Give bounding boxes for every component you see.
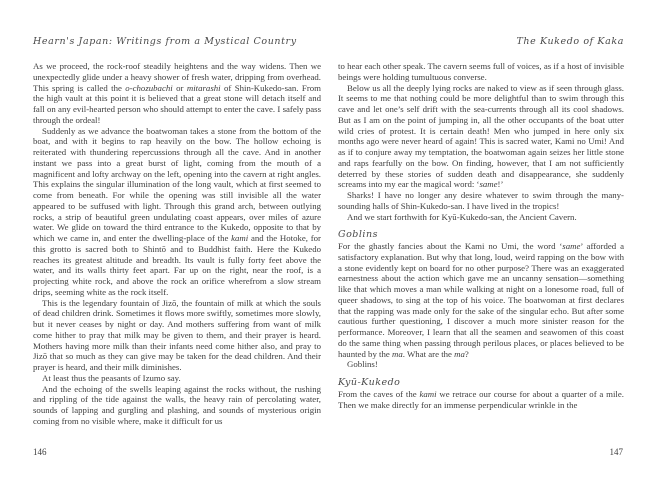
paragraph: This is the legendary fountain of Jizō, the fountain of milk at which the souls of dead children drink. Sometimes it flows more swiftly, sometimes more slowly, but it never ceases by night or day. And mothers suffering from want of milk come hither to pray that milk may be given to them, and their prayer is heard. Mothers having more milk than their infants need come hither also, and pray to Jizō that so much as they can give may be taken for the dead children. And their prayer is heard, and their milk diminishes. (33, 297, 321, 372)
right-page (338, 36, 624, 410)
paragraph: At least thus the peasants of Izumo say. (42, 372, 181, 383)
paragraph: And we start forthwith for Kyū-Kukedo-san, the Ancient Cavern. (347, 211, 577, 222)
paragraph: Sharks! I have no longer any desire whatever to swim through the many-sounding halls of Shin-Kukedo-san. I have lived in the tropics! (338, 190, 624, 211)
right-page-number: 147 (609, 447, 623, 457)
right-page-body (338, 61, 624, 410)
section-heading: Kyū-Kukedo (338, 377, 401, 388)
paragraph: As we proceed, the rock-roof steadily heightens and the way widens. Then we unexpectedly glide under a heavy shower of fresh water, dripping from overhead. This spring is called the o-chozubachi or mitarashi of Shin-Kukedo-san. From the high vault at this point it is believed that a great stone will detach itself and fall on any evil-hearted person who should attempt to enter the cave. I safely pass through the ordeal! (33, 61, 321, 125)
right-running-header: The Kukedo of Kaka (516, 36, 624, 47)
left-page (33, 36, 321, 427)
paragraph: And the echoing of the swells leaping against the rocks without, the rushing and rippling of the tide against the walls, the heavy rain of percolating water, sounds of lapping and gurgling and plashing, and sounds of mysterious origin coming from no visible where, make it difficult for us (33, 383, 321, 426)
paragraph: Below us all the deeply lying rocks are naked to view as if seen through glass. It seems to me that nothing could be more delightful than to swim through this cave and let one’s self drift with the sea-currents through all its cool shadows. But as I am on the point of jumping in, all the other occupants of the boat utter wild cries of protest. It is certain death! Men who jumped in here only six months ago were never heard of again! This is sacred water, Kami no Umi! And as if to conjure away my temptation, the boatwoman again seizes her little stone and raps fearfully on the bow. On finding, however, that I am not sufficiently deterred by these stories of sudden death and disappearance, she suddenly screams into my ear the magical word: ‘same!’ (338, 82, 624, 190)
left-running-header: Hearn's Japan: Writings from a Mystical Country (33, 36, 297, 47)
paragraph: Goblins! (347, 359, 378, 370)
left-page-body (33, 61, 321, 427)
paragraph: For the ghastly fancies about the Kami no Umi, the word ‘same’ afforded a satisfactory explanation. But why that long, loud, weird rapping on the bow with a stone evidently kept on board for no other purpose? There was an exaggerated earnestness about the action which gave me an uncanny sensation—something like that which moves a man while walking at night on a lonesome road, full of queer shadows, to sing at the top of his voice. The boatwoman at first declares that the rapping was made only for the sake of the singular echo. But after some cautious further questioning, I discover a much more sinister reason for the performance. Moreover, I learn that all the seamen and seawomen of this coast do the same thing when passing through perilous places, or places believed to be haunted by the ma. What are the ma? (338, 241, 624, 359)
section-heading: Goblins (338, 229, 378, 241)
paragraph: From the caves of the kami we retrace our course for about a quarter of a mile. Then we make directly for an immense perpendicular wrinkle in the (338, 388, 624, 410)
paragraph: Suddenly as we advance the boatwoman takes a stone from the bottom of the boat, and with it begins to rap heavily on the bow. The hollow echoing is reiterated with thundering repercussions through all the cave. And in another instant we pass into a great burst of light, coming from the mouth of a magnificent and lofty archway on the left, opening into the cavern at right angles. This explains the singular illumination of the long vault, which at first seemed to come from beneath. For while the opening was still invisible all the water appeared to be suffused with light. Through this grand arch, between outlying rocks, a strip of beautiful green undulating coast appears, over miles of azure water. We glide on toward the third entrance to the Kukedo, opposite to that by which we came in, and enter the dwelling-place of the kami and the Hotoke, for this grotto is sacred both to Shintō and to Buddhist faith. Here the Kukedo reaches its greatest altitude and breadth. Its vault is fully forty feet above the water, and its walls thirty feet apart. Far up on the right, near the roof, is a projecting white rock, and above the rock an orifice wherefrom a slow stream drips, seeming white as the rock itself. (33, 125, 321, 297)
left-page-number: 146 (33, 447, 47, 457)
paragraph: to hear each other speak. The cavern seems full of voices, as if a host of invisible beings were holding tumultuous converse. (338, 61, 624, 82)
